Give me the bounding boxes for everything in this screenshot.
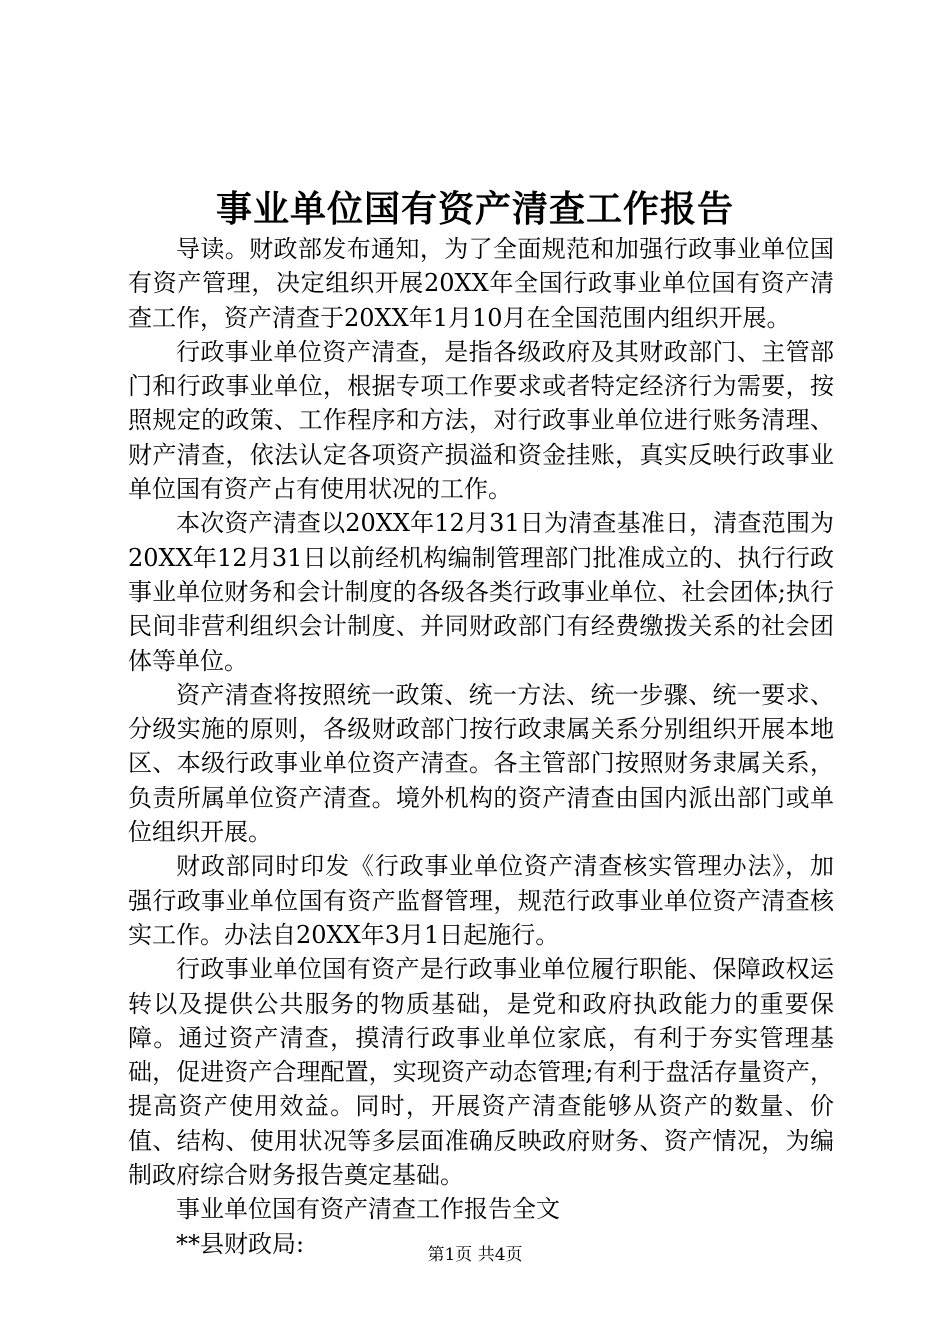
paragraph-significance: 行政事业单位国有资产是行政事业单位履行职能、保障政权运转以及提供公共服务的物质基础，是党和政府执政能力的重要保障。通过资产清查，摸清行政事业单位家底，有利于夯实管理基础，促进资产合理配置，实现资产动态管理;有利于盘活存量资产，提高资产使用效益。同时，开展资产清查能够从资产的数量、价值、结构、使用状况等多层面准确反映政府财务、资产情况，为编制政府综合财务报告奠定基础。 bbox=[128, 955, 834, 1190]
paragraph-intro: 导读。财政部发布通知，为了全面规范和加强行政事业单位国有资产管理，决定组织开展20XX年全国行政事业单位国有资产清查工作，资产清查于20XX年1月10月在全国范围内组织开展。 bbox=[128, 235, 834, 332]
paragraph-scope: 本次资产清查以20XX年12月31日为清查基准日，清查范围为20XX年12月31日以前经机构编制管理部门批准成立的、执行行政事业单位财务和会计制度的各级各类行政事业单位、社会团体;执行民间非营利组织会计制度、并同财政部门有经费缴拨关系的社会团体等单位。 bbox=[128, 509, 834, 675]
paragraph-principles: 资产清查将按照统一政策、统一方法、统一步骤、统一要求、分级实施的原则，各级财政部门按行政隶属关系分别组织开展本地区、本级行政事业单位资产清查。各主管部门按照财务隶属关系，负责所属单位资产清查。境外机构的资产清查由国内派出部门或单位组织开展。 bbox=[128, 680, 834, 847]
document-body bbox=[128, 232, 834, 1261]
paragraph-salutation: **县财政局: bbox=[176, 1229, 305, 1258]
paragraph-fulltext-heading: 事业单位国有资产清查工作报告全文 bbox=[176, 1195, 560, 1224]
document-title: 事业单位国有资产清查工作报告 bbox=[215, 188, 734, 230]
paragraph-measures: 财政部同时印发《行政事业单位资产清查核实管理办法》，加强行政事业单位国有资产监督管理，规范行政事业单位资产清查核实工作。办法自20XX年3月1日起施行。 bbox=[128, 852, 834, 949]
paragraph-definition: 行政事业单位资产清查，是指各级政府及其财政部门、主管部门和行政事业单位，根据专项工作要求或者特定经济行为需要，按照规定的政策、工作程序和方法，对行政事业单位进行账务清理、财产清查，依法认定各项资产损溢和资金挂账，真实反映行政事业单位国有资产占有使用状况的工作。 bbox=[128, 337, 834, 504]
page-number-footer: 第1页 共4页 bbox=[427, 1245, 523, 1265]
